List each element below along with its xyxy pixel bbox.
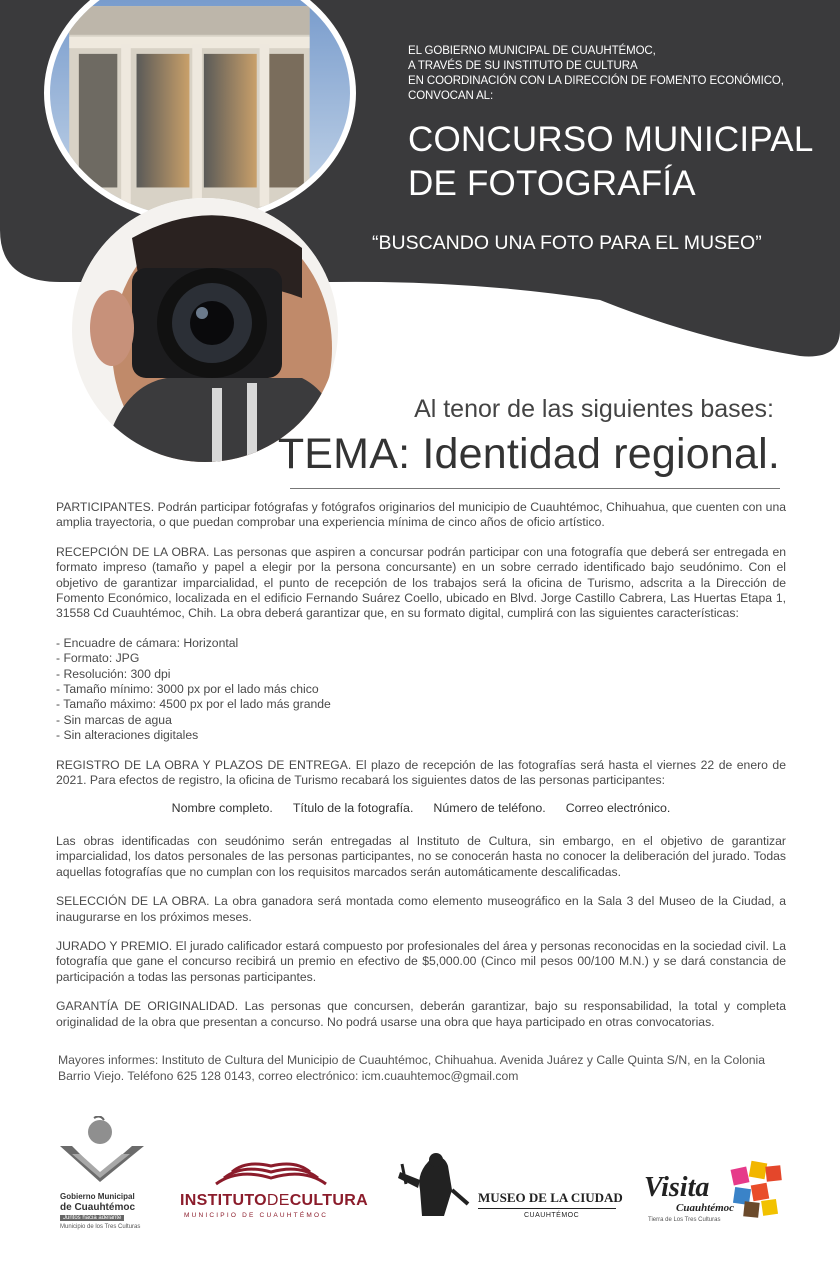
gobierno-line1: Gobierno Municipal [60, 1192, 135, 1201]
title-line-1: CONCURSO MUNICIPAL [408, 120, 814, 159]
field-name: Nombre completo. [171, 800, 273, 815]
section-obras: Las obras identificadas con seudónimo serán entregadas al Instituto de Cultura, sin embargo, en el objetivo de garantizar imparcialidad, los datos personales de las personas participantes, no se conocerán hasta no conocer la deliberación del jurado. Todas aquellas fotografías que no cumplan con los requisitos marcados serán automáticamente descalificadas. [56, 833, 786, 879]
section-participantes: PARTICIPANTES. Podrán participar fotógrafas y fotógrafos originarios del municipio de Cuauhtémoc, Chihuahua, que cuenten con una amplia trayectoria, o que puedan comprobar una experiencia mínima de cinco años de oficio artístico. [56, 500, 786, 530]
requirement-item: - Tamaño mínimo: 3000 px por el lado más chico [56, 682, 319, 697]
cultura-word-c: CULTURA [289, 1192, 368, 1209]
requirement-item: - Resolución: 300 dpi [56, 666, 171, 681]
intro-line: EN COORDINACIÓN CON LA DIRECCIÓN DE FOMENTO ECONÓMICO, [408, 75, 784, 87]
contest-title [408, 118, 814, 206]
visita-word: Visita [644, 1172, 710, 1203]
requirement-item: - Encuadre de cámara: Horizontal [56, 635, 239, 650]
cultura-wordmark [180, 1192, 368, 1210]
tema-heading: TEMA: Identidad regional. [277, 430, 780, 478]
intro-line: EL GOBIERNO MUNICIPAL DE CUAUHTÉMOC, [408, 45, 656, 57]
field-title: Título de la fotografía. [292, 800, 414, 815]
museo-ciudad-logo [392, 1150, 623, 1230]
intro-text [408, 44, 828, 104]
more-info: Mayores informes: Instituto de Cultura del Municipio de Cuauhtémoc, Chihuahua. Avenida Juárez y Calle Quinta S/N, en la Colonia Barrio Viejo. Teléfono 625 128 0143, correo electrónico: icm.cuauhtemoc@gmail.com [58, 1053, 766, 1083]
gobierno-municipal-logo [52, 1116, 162, 1234]
gobierno-line2: de Cuauhtémoc [60, 1202, 136, 1213]
field-phone: Número de teléfono. [433, 800, 546, 815]
section-garantia: GARANTÍA DE ORIGINALIDAD. Las personas que concursen, deberán garantizar, bajo su responsabilidad, la total y completa originalidad de la obra que presentan a concurso. No podrá usarse una obra que haya participado en otras convocatorias. [56, 999, 786, 1029]
field-email: Correo electrónico. [565, 800, 671, 815]
intro-line: CONVOCAN AL: [408, 90, 494, 102]
cultura-word-b: DE [266, 1192, 290, 1209]
visita-tiles-icon [728, 1158, 784, 1220]
requirement-item: - Tamaño máximo: 4500 px por el lado más grande [56, 697, 331, 712]
intro-line: A TRAVÉS DE SU INSTITUTO DE CULTURA [408, 60, 638, 72]
section-jurado: JURADO Y PREMIO. El jurado calificador estará compuesto por profesionales del área y personas reconocidas en la sociedad civil. La fotografía que gane el concurso recibirá un premio en efectivo de $5,000.00 (Cinco mil pesos 00/100 M.N.) y se dará constancia de participación a todas las personas participantes. [56, 938, 786, 984]
rules-body [56, 500, 786, 1044]
museo-sub: CUAUHTÉMOC [524, 1212, 580, 1219]
requirements-list [56, 636, 786, 744]
requirement-item: - Formato: JPG [56, 651, 140, 666]
instituto-cultura-logo [176, 1156, 366, 1226]
title-line-2: DE FOTOGRAFÍA [408, 164, 696, 203]
section-seleccion: SELECCIÓN DE LA OBRA. La obra ganadora será montada como elemento museográfico en la Sala 3 del Museo de la Ciudad, a inaugurarse en los próximos meses. [56, 894, 786, 924]
registration-fields [56, 801, 786, 816]
section-recepcion: RECEPCIÓN DE LA OBRA. Las personas que aspiren a concursar podrán participar con una fotografía que deberá ser entregada en formato impreso (tamaño y papel a elegir por la persona concursante) en un sobre cerrado identificado bajo seudónimo. Con el objetivo de garantizar imparcialidad, el punto de recepción de los trabajos será la oficina de Turismo, adscrita a la Dirección de Fomento Económico, localizada en el edificio Fernando Suárez Coello, ubicado en Blvd. Jorge Castillo Cabrera, Las Huertas Etapa 1, 31558 Cd Cuauhtémoc, Chih. La obra deberá garantizar que, en su formato digital, cumplirá con las siguientes características: [56, 544, 786, 621]
visita-sub: Tierra de Los Tres Culturas [648, 1217, 721, 1223]
visita-city: Cuauhtémoc [676, 1202, 735, 1214]
gobierno-tagline: Juntos hacia adelante [60, 1215, 124, 1221]
divider [290, 488, 780, 489]
cultura-sub: MUNICIPIO DE CUAUHTÉMOC [184, 1212, 329, 1219]
contest-subtitle: “BUSCANDO UNA FOTO PARA EL MUSEO” [372, 232, 762, 254]
cultura-word-a: INSTITUTO [180, 1192, 267, 1209]
bases-heading: Al tenor de las siguientes bases: [414, 395, 774, 423]
museo-rule [478, 1208, 616, 1209]
requirement-item: - Sin alteraciones digitales [56, 728, 199, 743]
visita-cuauhtemoc-logo [640, 1158, 790, 1230]
section-registro: REGISTRO DE LA OBRA Y PLAZOS DE ENTREGA. El plazo de recepción de las fotografías será hasta el viernes 22 de enero de 2021. Para efectos de registro, la oficina de Turismo recabará los siguientes datos de las personas participantes: [56, 757, 786, 788]
gobierno-sub: Municipio de los Tres Culturas [60, 1224, 141, 1230]
requirement-item: - Sin marcas de agua [56, 712, 172, 727]
museo-title: MUSEO DE LA CIUDAD [478, 1190, 623, 1205]
photographer-photo [72, 198, 338, 462]
